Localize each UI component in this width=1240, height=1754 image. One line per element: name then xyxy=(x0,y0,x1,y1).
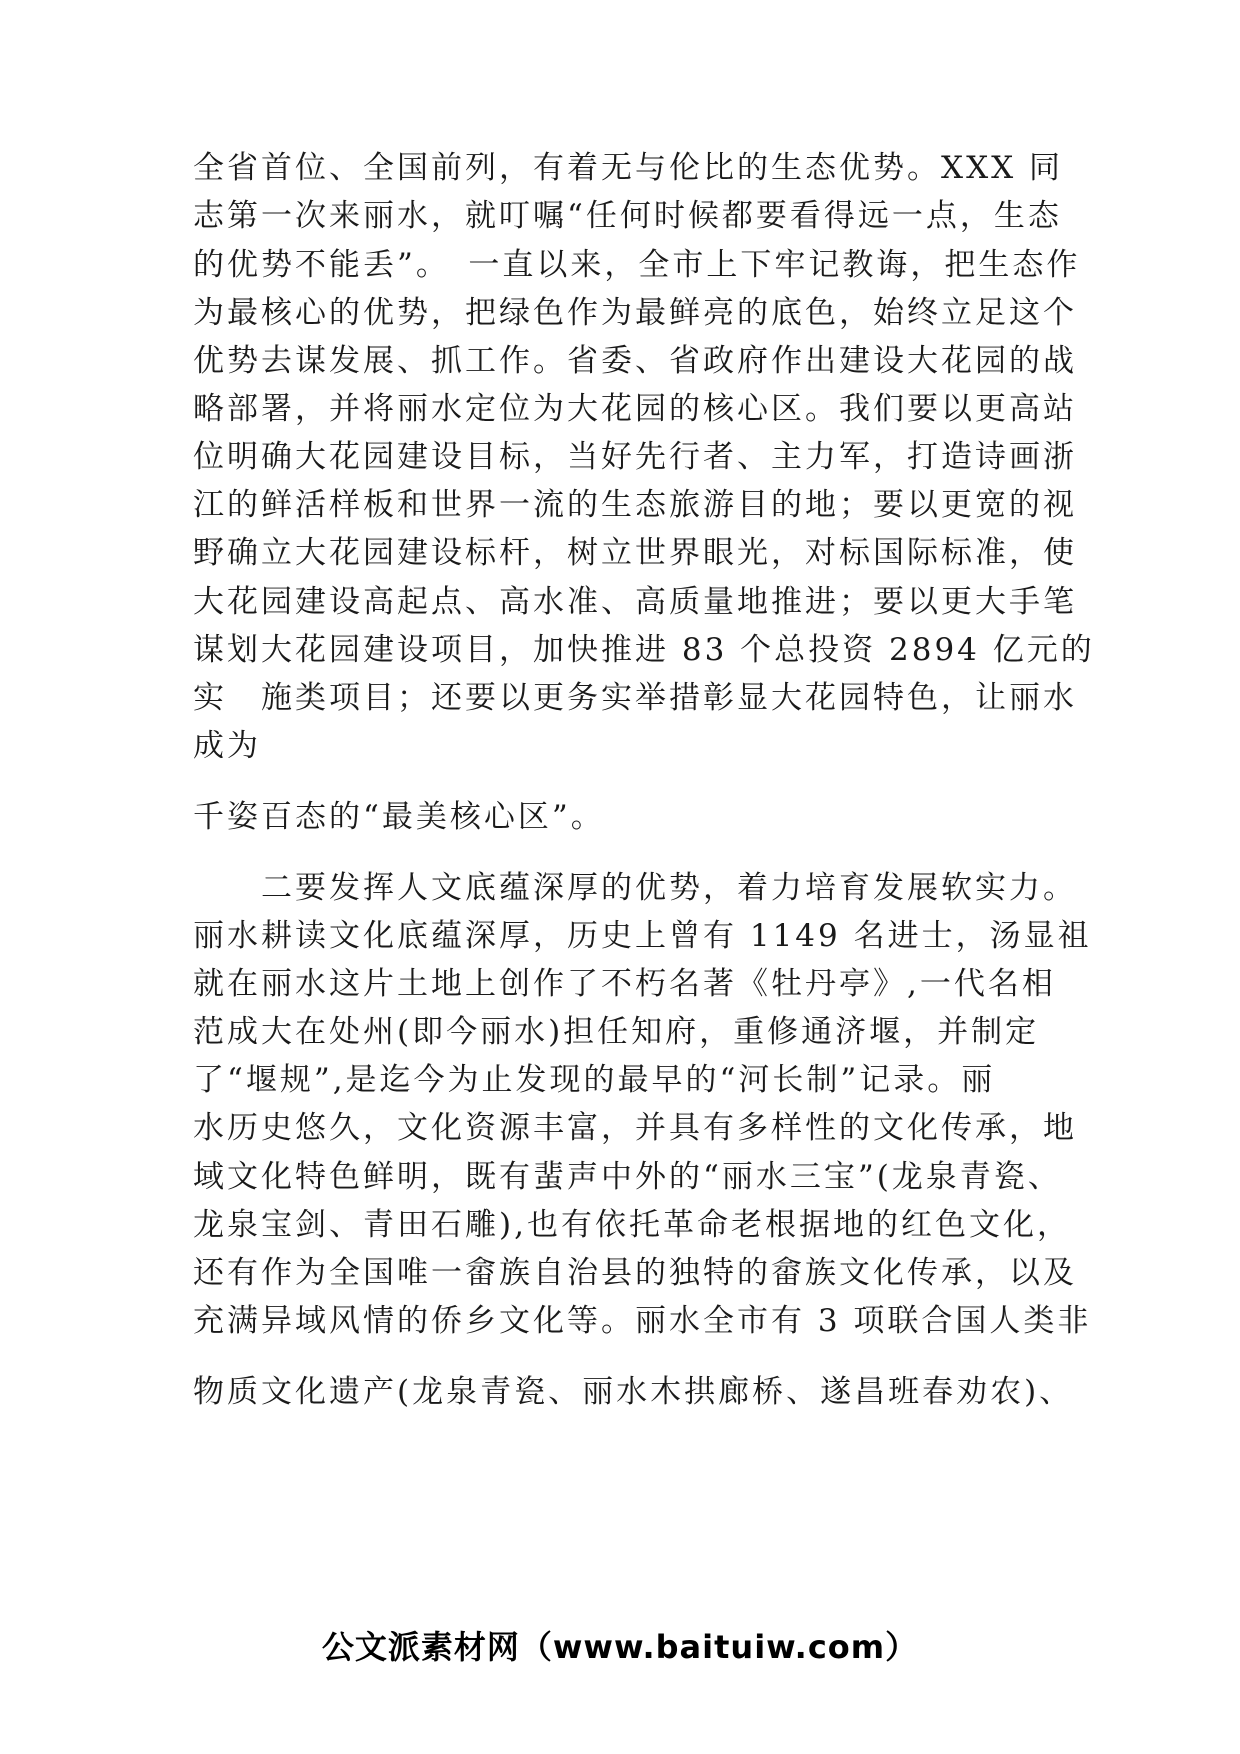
body-text-line: 充满异域风情的侨乡文化等。丽水全市有 3 项联合国人类非 xyxy=(193,1303,1092,1339)
body-text-line: 丽水耕读文化底蕴深厚，历史上曾有 1149 名进士，汤显祖 xyxy=(193,918,1092,954)
body-text-line: 成为 xyxy=(193,728,261,764)
body-text-line: 千姿百态的“最美核心区”。 xyxy=(193,799,605,835)
body-text-line: 物质文化遗产(龙泉青瓷、丽水木拱廊桥、遂昌班春劝农)、 xyxy=(193,1374,1074,1410)
body-text-line: 野确立大花园建设标杆，树立世界眼光，对标国际标准，使 xyxy=(193,535,1077,571)
body-text-line: 域文化特色鲜明，既有蜚声中外的“丽水三宝”(龙泉青瓷、 xyxy=(193,1159,1062,1195)
body-text-line: 水历史悠久，文化资源丰富，并具有多样性的文化传承，地 xyxy=(193,1110,1077,1146)
body-text-line: 谋划大花园建设项目，加快推进 83 个总投资 2894 亿元的 xyxy=(193,632,1095,668)
body-text-line: 略部署，并将丽水定位为大花园的核心区。我们要以更高站 xyxy=(193,391,1077,427)
body-text-line: 江的鲜活样板和世界一流的生态旅游目的地；要以更宽的视 xyxy=(193,487,1077,523)
body-text-line: 范成大在处州(即今丽水)担任知府，重修通济堰，并制定 xyxy=(193,1014,1040,1050)
body-text-line: 志第一次来丽水，就叮嘱“任何时候都要看得远一点，生态 xyxy=(193,198,1062,234)
body-text-line: 全省首位、全国前列，有着无与伦比的生态优势。XXX 同 xyxy=(193,150,1064,186)
body-text-line: 还有作为全国唯一畲族自治县的独特的畲族文化传承，以及 xyxy=(193,1255,1077,1291)
body-text-line: 为最核心的优势，把绿色作为最鲜亮的底色，始终立足这个 xyxy=(193,295,1077,331)
paragraph-start-line: 二要发挥人文底蕴深厚的优势，着力培育发展软实力。 xyxy=(193,870,1077,906)
body-text-line: 了“堰规”,是迄今为止发现的最早的“河长制”记录。丽 xyxy=(193,1062,996,1098)
body-text-line: 大花园建设高起点、高水准、高质量地推进；要以更大手笔 xyxy=(193,584,1077,620)
body-text-line: 优势去谋发展、抓工作。省委、省政府作出建设大花园的战 xyxy=(193,343,1077,379)
footer-watermark: 公文派素材网（www.baituiw.com） xyxy=(321,1628,919,1666)
body-text-line: 就在丽水这片土地上创作了不朽名著《牡丹亭》,一代名相 xyxy=(193,966,1056,1002)
body-text-line: 实 施类项目；还要以更务实举措彰显大花园特色，让丽水 xyxy=(193,680,1077,716)
body-text-line: 的优势不能丢”。 一直以来，全市上下牢记教诲，把生态作 xyxy=(193,247,1081,283)
body-text-line: 龙泉宝剑、青田石雕),也有依托革命老根据地的红色文化， xyxy=(193,1207,1071,1243)
body-text-line: 位明确大花园建设目标，当好先行者、主力军，打造诗画浙 xyxy=(193,439,1077,475)
